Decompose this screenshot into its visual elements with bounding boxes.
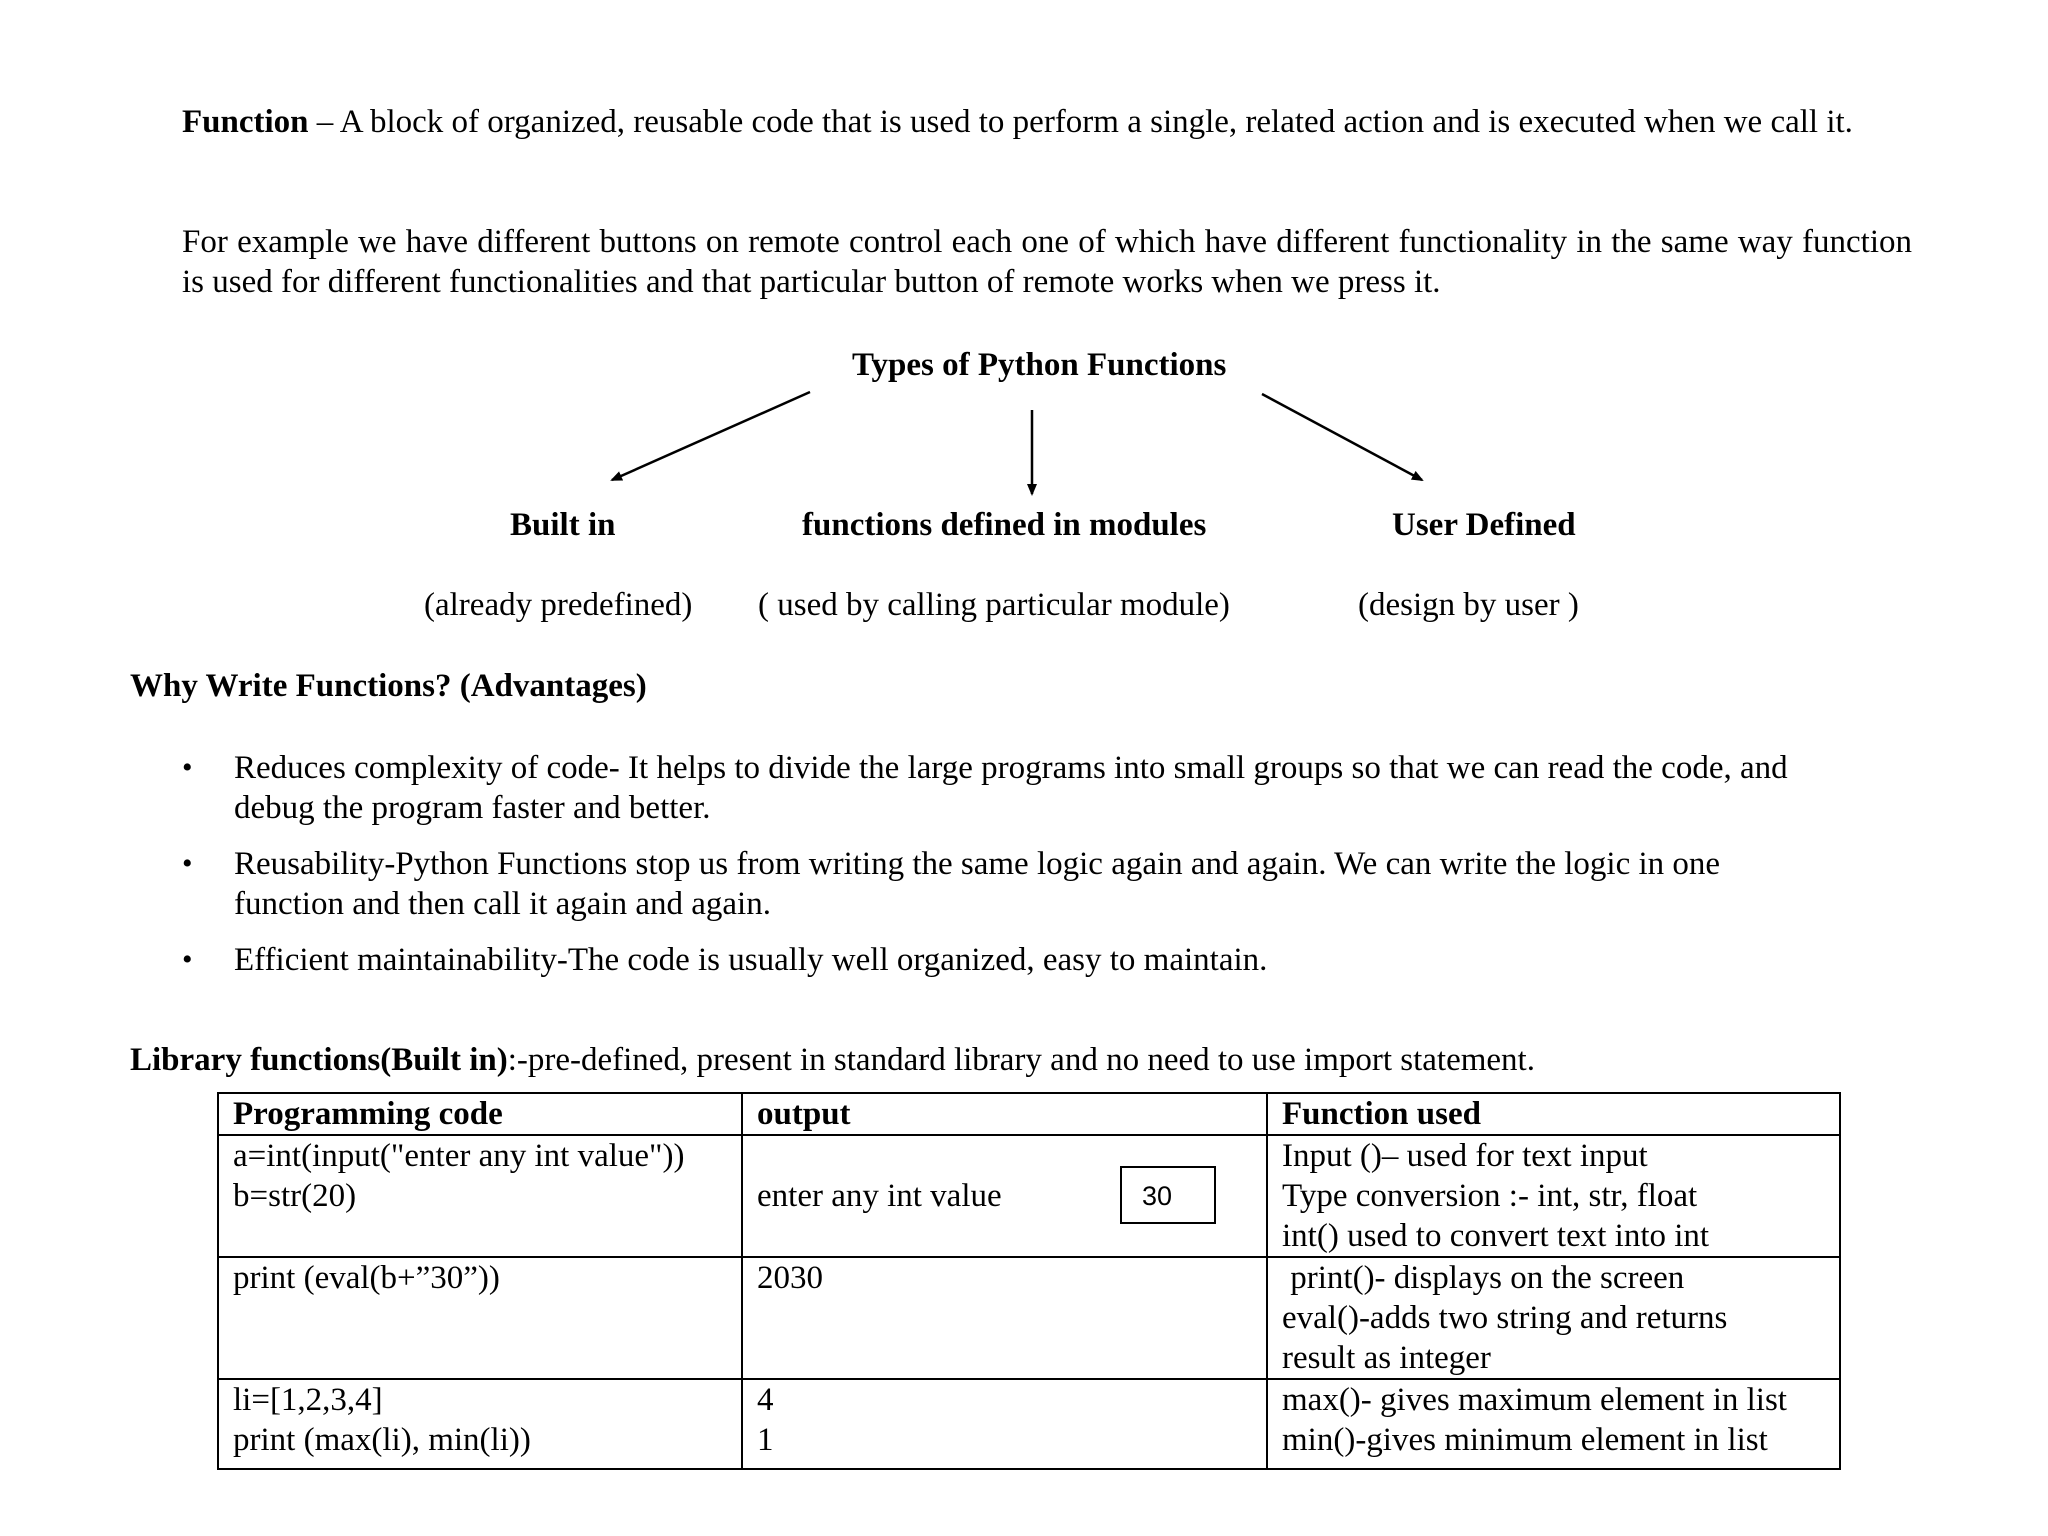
arrow-to-built-in [612, 392, 810, 480]
advantage-text: Efficient maintainability-The code is usually well organized, easy to maintain. [234, 942, 1268, 978]
output-line: 1 [757, 1422, 774, 1458]
code-cell [218, 1135, 742, 1257]
advantages-heading: Why Write Functions? (Advantages) [130, 668, 647, 704]
arrow-to-user-defined [1262, 394, 1422, 480]
function-line: min()-gives minimum element in list [1282, 1422, 1768, 1458]
function-definition-text: – A block of organized, reusable code that is used to perform a single, related action and is executed when we call it. [308, 104, 1853, 140]
library-heading-bold: Library functions(Built in) [130, 1042, 508, 1078]
function-line: print()- displays on the screen [1282, 1260, 1685, 1296]
function-cell [1267, 1379, 1840, 1469]
table-header-row [218, 1093, 1840, 1135]
advantage-item [182, 844, 1814, 924]
code-line: li=[1,2,3,4] [233, 1382, 383, 1418]
branch-modules: functions defined in modules [802, 507, 1207, 543]
branch-user-defined: User Defined [1392, 507, 1576, 543]
branch-built-in-description: (already predefined) [424, 587, 693, 623]
example-paragraph: For example we have different buttons on remote control each one of which have different functionality in the same way function is used for different functionalities and that particular button of remote works when we press it. [182, 224, 1912, 300]
code-cell [218, 1379, 742, 1469]
code-line: b=str(20) [233, 1178, 357, 1214]
advantage-item [182, 748, 1874, 828]
function-line: max()- gives maximum element in list [1282, 1382, 1787, 1418]
code-line: print (eval(b+”30”)) [233, 1260, 500, 1296]
header-function-used: Function used [1267, 1093, 1840, 1135]
advantage-text: Reusability-Python Functions stop us from writing the same logic again and again. We can write the logic in one function and then call it again and again. [234, 846, 1721, 922]
bullet-icon: • [182, 847, 193, 880]
advantages-list [182, 748, 1874, 980]
function-line: result as integer [1282, 1340, 1491, 1376]
output-line: enter any int value [757, 1178, 1002, 1214]
code-line: a=int(input("enter any int value")) [233, 1138, 685, 1174]
code-cell [218, 1257, 742, 1379]
bullet-icon: • [182, 943, 193, 976]
input-value-box: 30 [1120, 1166, 1216, 1224]
function-line: eval()-adds two string and returns [1282, 1300, 1728, 1336]
function-line: int() used to convert text into int [1282, 1218, 1710, 1254]
output-line: 4 [757, 1382, 774, 1418]
output-cell [742, 1135, 1267, 1257]
function-line: Input ()– used for text input [1282, 1138, 1648, 1174]
output-cell [742, 1379, 1267, 1469]
function-cell [1267, 1135, 1840, 1257]
output-cell [742, 1257, 1267, 1379]
header-output: output [742, 1093, 1267, 1135]
output-line: 2030 [757, 1260, 823, 1296]
advantage-item [182, 940, 1874, 980]
library-heading [130, 1040, 1535, 1080]
advantage-text: Reduces complexity of code- It helps to divide the large programs into small groups so that we can read the code, and debug the program faster and better. [234, 750, 1788, 826]
header-programming-code: Programming code [218, 1093, 742, 1135]
table-row [218, 1135, 1840, 1257]
table-row [218, 1257, 1840, 1379]
branch-modules-description: ( used by calling particular module) [758, 587, 1230, 623]
function-cell [1267, 1257, 1840, 1379]
functions-table [217, 1092, 1841, 1470]
bullet-icon: • [182, 751, 193, 784]
code-line: print (max(li), min(li)) [233, 1422, 531, 1458]
table-row [218, 1379, 1840, 1469]
library-heading-rest: :-pre-defined, present in standard library and no need to use import statement. [507, 1042, 1535, 1078]
branch-built-in: Built in [510, 507, 616, 543]
function-term: Function [182, 104, 309, 140]
diagram-title: Types of Python Functions [852, 347, 1227, 383]
branch-user-defined-description: (design by user ) [1358, 587, 1579, 623]
function-line: Type conversion :- int, str, float [1282, 1178, 1698, 1214]
